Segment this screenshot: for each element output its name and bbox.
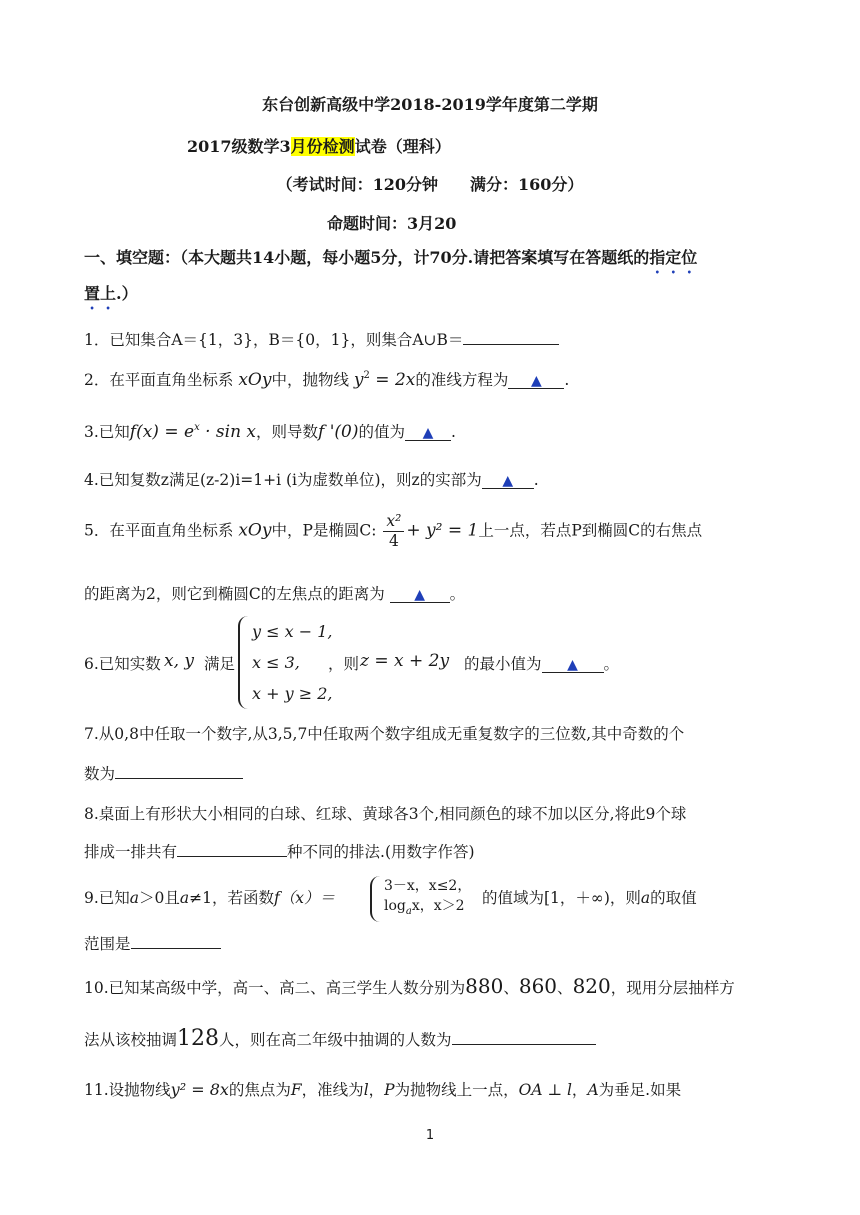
- question-text: 的焦点为: [228, 1081, 291, 1099]
- math-fraction: [383, 512, 404, 551]
- math-a: a: [640, 889, 651, 907]
- math-P: P: [384, 1081, 395, 1099]
- math-system: [238, 616, 332, 709]
- math-parabola: y² = 8x: [170, 1080, 229, 1099]
- question-4: 4.已知复数z满足(z-2)i=1+i (i为虚数单位)，则z的实部为 ▲ .: [84, 471, 539, 489]
- subtitle-highlight: 月份检测: [290, 137, 355, 156]
- subtitle-part: 2017级数学3: [187, 137, 291, 156]
- question-text: 为垂足.如果: [598, 1081, 682, 1099]
- question-text: ，: [571, 1081, 588, 1099]
- math-z: z = x + 2y: [360, 651, 450, 671]
- question-text: 中，P是椭圆C:: [271, 521, 377, 540]
- math-number: 860: [518, 974, 558, 998]
- math-fx: f(x) = e: [129, 422, 195, 442]
- section-heading-text: 一、填空题：（本大题共14小题，每小题5分，计70分.请把答案填写在答题纸的: [84, 248, 650, 267]
- question-7: 7.从0,8中任取一个数字,从3,5,7中任取两个数字组成无重复数字的三位数,其中奇数的个: [84, 725, 685, 743]
- question-text: 的最小值为: [464, 655, 542, 673]
- math-number: 128: [177, 1026, 220, 1051]
- answer-blank[interactable]: [115, 764, 243, 779]
- question-text: 4.已知复数z满足(z-2)i=1+i (i为虚数单位)，则z的实部为: [84, 471, 482, 489]
- question-text: 的准线方程为: [415, 371, 509, 389]
- question-text: 满足: [204, 655, 236, 673]
- fraction-denominator: 4: [388, 532, 399, 550]
- math-a: a: [129, 889, 140, 907]
- question-text: 的取值: [650, 889, 697, 907]
- math-number: 820: [572, 974, 611, 998]
- question-text: 、: [503, 979, 519, 997]
- math-f: f（x）＝: [274, 889, 336, 907]
- question-6-tail: 的最小值为 ▲ 。: [464, 655, 620, 673]
- question-text: 人，则在高二年级中抽调的人数为: [219, 1031, 452, 1049]
- question-1: [84, 328, 559, 350]
- system-row: y ≤ x − 1,: [252, 622, 333, 641]
- section-heading-end: .）: [116, 284, 138, 303]
- math-xoy: xOy: [238, 370, 272, 390]
- question-5-cont: 的距离为2，则它到椭圆C的左焦点的距离为 ▲ 。: [84, 585, 466, 603]
- question-text: ＞0且: [139, 889, 180, 907]
- answer-blank[interactable]: ▲: [482, 474, 534, 489]
- question-text: 为抛物线上一点，: [394, 1081, 519, 1099]
- question-9-tail: [482, 886, 697, 908]
- math-number: 880: [465, 974, 504, 998]
- math-xoy: xOy: [238, 520, 272, 541]
- exam-info: （考试时间：120分钟 满分：160分）: [276, 175, 584, 194]
- question-8-cont: [84, 840, 475, 862]
- math-derivative: f '(0): [318, 422, 359, 442]
- question-9-lead: [84, 886, 335, 908]
- question-text: 11.设抛物线: [84, 1081, 171, 1099]
- math-log-base: a: [405, 905, 412, 917]
- question-text: ，现用分层抽样方: [610, 979, 735, 997]
- question-text: ≠1，若函数: [189, 889, 275, 907]
- answer-blank[interactable]: ▲: [508, 374, 564, 389]
- question-10: [84, 974, 735, 998]
- answer-blank[interactable]: ▲: [405, 426, 451, 441]
- answer-blank[interactable]: [452, 1030, 596, 1045]
- question-text: 种不同的排法.(用数字作答): [287, 843, 475, 861]
- question-text: ，: [368, 1081, 385, 1099]
- question-text: 5．在平面直角坐标系: [84, 521, 234, 540]
- answer-blank[interactable]: [177, 842, 287, 857]
- section-heading-cont: [84, 281, 138, 313]
- question-text: 10.已知某高级中学，高一、高二、高三学生人数分别为: [84, 979, 466, 997]
- question-3: 3.已知$f(x) = e^x \cdot \sin x$，则导数f '(0)的值为 ▲ .: [84, 422, 456, 442]
- question-text: 中，抛物线: [271, 371, 349, 389]
- math-xy: x, y: [164, 651, 194, 671]
- question-text: 排成一排共有: [84, 843, 178, 861]
- question-text: 6.已知实数: [84, 655, 161, 673]
- math-A: A: [587, 1081, 599, 1099]
- math-perp: OA ⊥ l: [518, 1081, 572, 1099]
- question-5: [84, 512, 702, 551]
- question-10-cont: [84, 1026, 596, 1051]
- math-function: [130, 422, 256, 442]
- question-text: 3.已知: [84, 423, 130, 441]
- question-text: 数为: [84, 765, 116, 783]
- math-y: y: [353, 370, 364, 390]
- math-log: log: [384, 898, 406, 914]
- question-text: 上一点，若点P到椭圆C的右焦点: [478, 521, 703, 540]
- question-text: 法从该校抽调: [84, 1031, 178, 1049]
- brace-icon: [370, 876, 380, 922]
- math-rhs: = 2x: [369, 370, 416, 390]
- question-text: 的距离为2，则它到椭圆C的左焦点的距离为: [84, 585, 385, 603]
- math-sin: · sin x: [199, 422, 257, 442]
- exam-title: 东台创新高级中学2018-2019学年度第二学期: [262, 95, 598, 114]
- math-ellipse-rest: + y² = 1: [406, 520, 479, 541]
- question-2: 2．在平面直角坐标系 xOy中，抛物线 $y^2 = 2x$的准线方程为 ▲ .: [84, 370, 570, 390]
- brace-icon: [238, 616, 252, 709]
- page-number: 1: [425, 1128, 435, 1143]
- math-a: a: [179, 889, 190, 907]
- question-text: 的值域为[1，＋∞)，则: [482, 889, 641, 907]
- answer-blank[interactable]: [131, 934, 221, 949]
- system-row: x ≤ 3,: [252, 653, 300, 672]
- math-parabola: $y^2 = 2x$: [353, 370, 416, 390]
- system-row: x + y ≥ 2,: [252, 684, 333, 703]
- question-11: [84, 1078, 681, 1100]
- question-7-cont: [84, 762, 243, 784]
- section-heading-dotted: 指定位: [649, 248, 698, 267]
- math-exp: x: [194, 422, 200, 433]
- answer-blank[interactable]: ▲: [390, 588, 450, 603]
- question-text: 2．在平面直角坐标系: [84, 371, 234, 389]
- question-text: 、: [557, 979, 573, 997]
- exam-subtitle: [187, 134, 451, 157]
- question-text: 9.已知: [84, 889, 130, 907]
- question-9-cont: [84, 932, 221, 954]
- answer-blank[interactable]: ▲: [542, 658, 604, 673]
- question-text: ，则导数: [256, 423, 319, 441]
- question-text: ，则: [328, 655, 360, 673]
- question-text: 1．已知集合A＝{1，3}，B＝{0，1}，则集合A∪B＝: [84, 331, 464, 349]
- math-l: l: [363, 1081, 369, 1099]
- piecewise-row: 3－x，x≤2，: [384, 878, 472, 894]
- exam-date: 命题时间：3月20: [327, 214, 457, 233]
- question-text: 范围是: [84, 935, 131, 953]
- question-text: 的值为: [358, 423, 405, 441]
- piecewise-row: [384, 896, 471, 922]
- math-log-rest: x，x＞2: [411, 898, 465, 914]
- section-heading: [84, 245, 697, 277]
- math-piecewise: [370, 876, 471, 922]
- fraction-numerator: x²: [383, 512, 404, 532]
- section-heading-dotted: 置上: [84, 284, 117, 303]
- answer-blank[interactable]: [463, 330, 559, 345]
- subtitle-part: 试卷（理科）: [354, 137, 451, 156]
- question-8: 8.桌面上有形状大小相同的白球、红球、黄球各3个,相同颜色的球不加以区分,将此9个球: [84, 805, 687, 823]
- question-text: ，准线为: [301, 1081, 364, 1099]
- math-F: F: [290, 1081, 302, 1099]
